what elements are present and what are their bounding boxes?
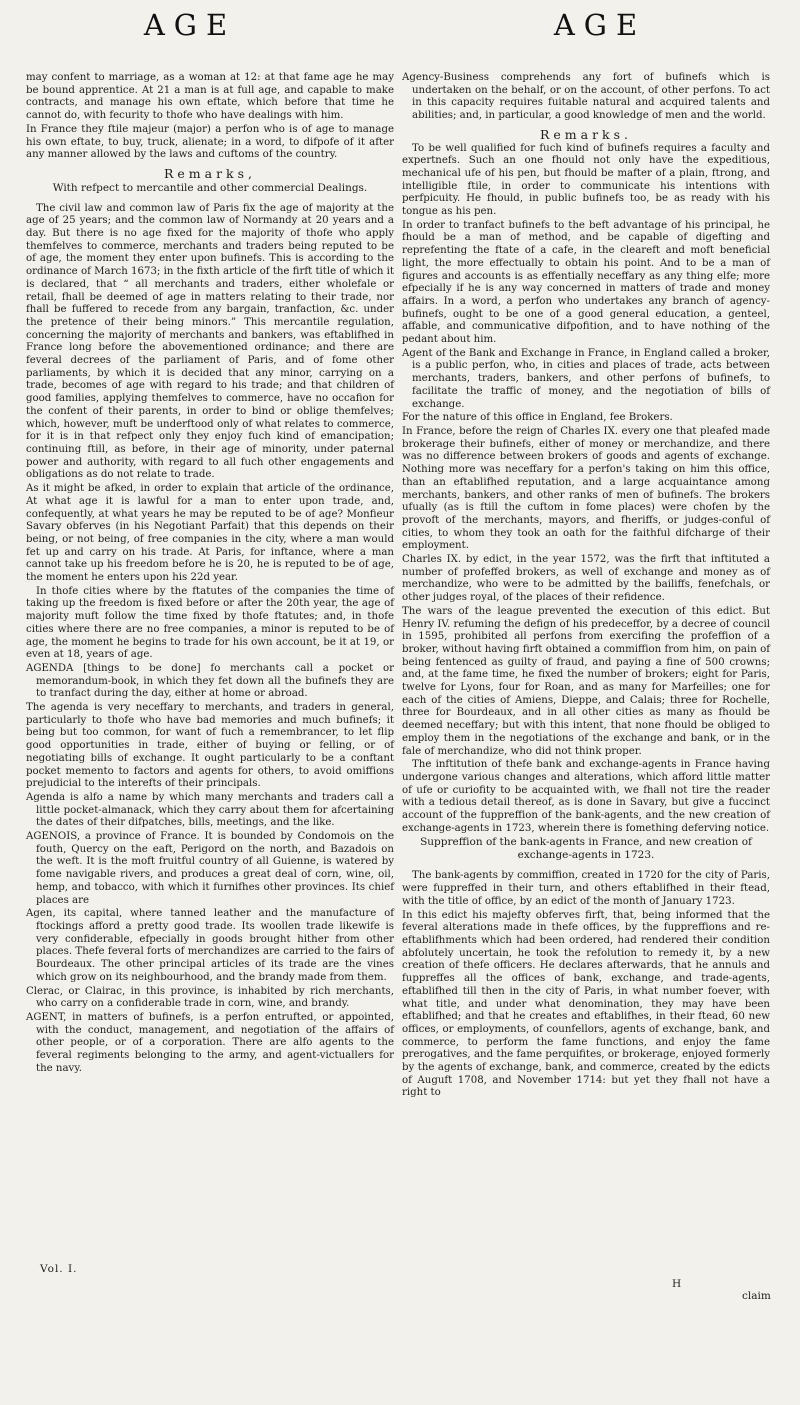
section-heading: Remarks.	[539, 126, 633, 142]
paragraph: For the nature of this office in England, fee Brokers.	[402, 412, 673, 424]
volume-number: Vol. I.	[40, 1263, 78, 1275]
paragraph: The agenda is very neceffary to merchants, and traders in general, particularly to thofe who have bad memories and much bufinefs; it being but too common, for want of fuch a remembrancer, to let flip good opportunities in trade, either of buying or felling, or of negotiating bills of exchange. It ought particularly to be a conftant pocket memento to factors and agents for others, to avoid omiffions prejudicial to the interefts of their principals.	[26, 702, 394, 790]
paragraph: In thofe cities where by the ftatutes of the companies the time of taking up the freedom is fixed before or after the 20th year, the age of majority muft follow the time fixed by thofe ftatutes; and, in thofe cities where there are no free companies, a minor is reputed to be of age, the moment he begins to trade for his own account, be it at 19, or even at 18, years of age.	[26, 585, 394, 661]
section-heading: Remarks,	[163, 165, 257, 181]
entry-agent-bank-exchange: Agent of the Bank and Exchange in France, in England called a broker, is a public perfon, who, in cities and places of trade, acts between merchants, traders, bankers, and other perfons of bufinefs, to facilitate the traffic of money, and the negotiation of bills of exchange.	[402, 347, 770, 410]
paragraph: Charles IX. by edict, in the year 1572, was the firft that inftituted a number of profeffed brokers, as well of exchange and money as of merchandize, who were to be admitted by the bailiffs, fenefchals, or other judges royal, of the places of their refidence.	[402, 554, 770, 604]
paragraph: The civil law and common law of Paris fix the age of majority at the age of 25 years; and the common law of Normandy at 20 years and a day. But there is no age fixed for the majority of thofe who apply themfelves to commerce, merchants and traders being reputed to be of age, the moment they enter upon bufinefs. This is according to the ordinance of March 1673; in the fixth article of the firft title of which it is declared, that “ all merchants and traders, either wholefale or retail, fhall be deemed of age in matters relating to their trade, nor fhall be fuffered to recede from any bargain, tranfaction, &c. under the pretence of their being minors.” This mercantile regulation, concerning the majority of merchants and bankers, was eftablifhed in France long before the abovementioned ordinance; and there are feveral decrees of the parliament of Paris, and of fome other parliaments, by which it is decided that any minor, carrying on a trade, becomes of age with regard to his trade; and that children of good families, applying themfelves to commerce, have no occafion for the confent of their parents, in order to bind or oblige themfelves; which, however, muft be underftood only of what relates to commerce, for it is in that refpect only they enjoy fuch kind of emancipation; continuing ftill, as before, in their age of minority, under paternal power and authority, with regard to all fuch other engagements and obligations as do not relate to trade.	[26, 202, 394, 481]
paragraph: In France they ftile majeur (major) a perfon who is of age to manage his own eftate, to buy, truck, alienate; in a word, to difpofe of it after any manner allowed by the laws and cuftoms of the country.	[26, 123, 394, 161]
running-head-right: AGE	[553, 8, 647, 42]
paragraph: In this edict his majefty obferves firft, that, being informed that the feveral alterations made in thefe offices, by the fuppreffions and re-eftablifhments which had been ordered, had rendered their condition abfolutely uncertain, he took the refolution to remedy it, by a new creation of thefe officers. He declares afterwards, that he annuls and fuppreffes all the offices of bank, exchange, and trade-agents, eftablifhed till then in the city of Paris, in what number foever, with what title, and under what denomination, they may have been eftablifhed; and that he creates and eftablifhes, in their ftead, 60 new offices, or employments, of counfellors, agents of exchange, bank, and commerce, to perform the fame functions, and enjoy the fame prerogatives, and the fame perquifites, or brokerage, enjoyed formerly by the agents of exchange, bank, and commerce, created by the edicts of Auguft 1708, and November 1714: but yet they fhall not have a right to	[402, 909, 770, 1099]
entry-agen: Agen, its capital, where tanned leather and the manufacture of ftockings afford a pretty good trade. Its woollen trade likewife is very confiderable, efpecially in goods brought hither from other places. Thefe feveral forts of merchandizes are carried to the fairs of Bourdeaux. The other principal articles of its trade are the vines which grow on its neighbourhood, and the brandy made from them.	[26, 908, 394, 983]
catchword: claim	[742, 1290, 771, 1302]
entry-agent: AGENT, in matters of bufinefs, is a perfon entrufted, or appointed, with the conduct, management, and negotiation of the affairs of other people, or of a corporation. There are alfo agents to the feveral regiments belonging to the army, and agent-victuallers for the navy.	[26, 1011, 394, 1074]
signature-mark: H	[672, 1278, 682, 1290]
entry-agenda: AGENDA [things to be done] fo merchants call a pocket or memorandum-book, in which they fet down all the bufinefs they are to tranfact during the day, either at home or abroad.	[26, 662, 394, 700]
paragraph: The wars of the league prevented the execution of this edict. But Henry IV. refuming the defign of his predeceffor, by a decree of council in 1595, prohibited all perfons from exercifing the profeffion of a broker, without having firft obtained a commiffion from him, on pain of being fentenced as guilty of fraud, and paying a fine of 500 crowns; and, at the fame time, he fixed the number of brokers; eight for Paris, twelve for Lyons, four for Roan, and as many for Marfeilles; one for each of the cities of Amiens, Dieppe, and Calais; three for Rochelle, three for Bourdeaux, and in all other cities as many as fhould be deemed neceffary; but with this intent, that none fhould be obliged to employ them in the negotiations of the exchange and bank, or in the fale of merchandize, who did not think proper.	[402, 605, 770, 757]
running-head-left: AGE	[143, 8, 237, 42]
section-subheading: With refpect to mercantile and other commercial Dealings.	[52, 181, 368, 194]
entry-agency-business: Agency-Business comprehends any fort of bufinefs which is undertaken on the behalf, or on the account, of other perfons. To act in this capacity requires fuitable natural and acquired talents and abilities; and, in particular, a good knowledge of men and the world.	[402, 72, 770, 122]
paragraph: The inftitution of thefe bank and exchange-agents in France having undergone various changes and alterations, which afford little matter of ufe or curiofity to be acquainted with, we fhall not tire the reader with a tedious detail thereof, as is done in Savary, but give a fuccinct account of the fuppreffion of the bank-agents, and the new creation of exchange-agents in 1723, wherein there is fomething deferving notice.	[402, 759, 770, 834]
paragraph: In France, before the reign of Charles IX. every one that pleafed made brokerage their bufinefs, either of money or merchandize, and there was no difference between brokers of goods and agents of exchange. Nothing more was neceffary for a perfon's taking on him this office, than an eftablifhed reputation, and a large acquaintance among merchants, bankers, and other ranks of men of bufinefs. The brokers ufually (as is ftill the cuftom in fome places) were chofen by the provoft of the merchants, mayors, and fheriffs, or judges-conful of cities, to whom they took an oath for the faithful difcharge of their employment.	[402, 425, 770, 552]
paragraph: As it might be afked, in order to explain that article of the ordinance, At what age it is lawful for a man to enter upon trade, and, confequently, at what years he may be reputed to be of age? Monfieur Savary obferves (in his Negotiant Parfait) that this depends on their being, or not being, of free companies in the city, where a man would fet up and carry on his trade. At Paris, for inftance, where a man cannot take up his freedom before he is 20, he is reputed to be of age, the moment he enters upon his 22d year.	[26, 483, 394, 584]
entry-clerac: Clerac, or Clairac, in this province, is inhabited by rich merchants, who carry on a confiderable trade in corn, wine, and brandy.	[26, 985, 394, 1010]
left-column	[26, 72, 394, 1076]
right-column	[402, 72, 770, 1101]
paragraph: In order to tranfact bufinefs to the beft advantage of his principal, he fhould be a man of method, and be capable of digefting and reprefenting the ftate of a cafe, in the cleareft and moft beneficial light, the more effectually to obtain his point. And to be a man of figures and accounts is as effentially neceffary as any thing elfe; more efpecially if he is any way concerned in matters of trade and money affairs. In a word, a perfon who undertakes any branch of agency-bufinefs, ought to be one of a good general education, a genteel, affable, and communicative difpofition, and to have nothing of the pedant about him.	[402, 219, 770, 346]
paragraph: may confent to marriage, as a woman at 12: at that fame age he may be bound apprentice. At 21 a man is at full age, and capable to make contracts, and manage his own eftate, which before that time he cannot do, with fecurity to thofe who have dealings with him.	[26, 72, 394, 122]
paragraph: To be well qualified for fuch kind of bufinefs requires a faculty and expertnefs. Such an one fhould not only have the expeditious, mechanical ufe of his pen, but fhould be mafter of a plain, ftrong, and intelligible ftile, in order to communicate his intentions with perfpicuity. He fhould, in public bufinefs too, be as ready with his tongue as his pen.	[402, 142, 770, 218]
section-subheading: Suppreffion of the bank-agents in France, and new creation of exchange-agents in 1723.	[420, 836, 752, 862]
entry-agenois: AGENOIS, a province of France. It is bounded by Condomois on the fouth, Quercy on the eaft, Perigord on the north, and Bazadois on the weft. It is the moft fruitful country of all Guienne, is watered by fome navigable rivers, and produces a great deal of corn, wine, oil, hemp, and tobacco, with which it furnifhes other provinces. Its chief places are	[26, 831, 394, 906]
paragraph: The bank-agents by commiffion, created in 1720 for the city of Paris, were fuppreffed in their turn, and others eftablifhed in their ftead, with the title of office, by an edict of the month of January 1723.	[402, 870, 770, 907]
entry-agenda-almanack: Agenda is alfo a name by which many merchants and traders call a little pocket-almanack, which they carry about them for afcertaining the dates of their difpatches, bills, meetings, and the like.	[26, 791, 394, 829]
